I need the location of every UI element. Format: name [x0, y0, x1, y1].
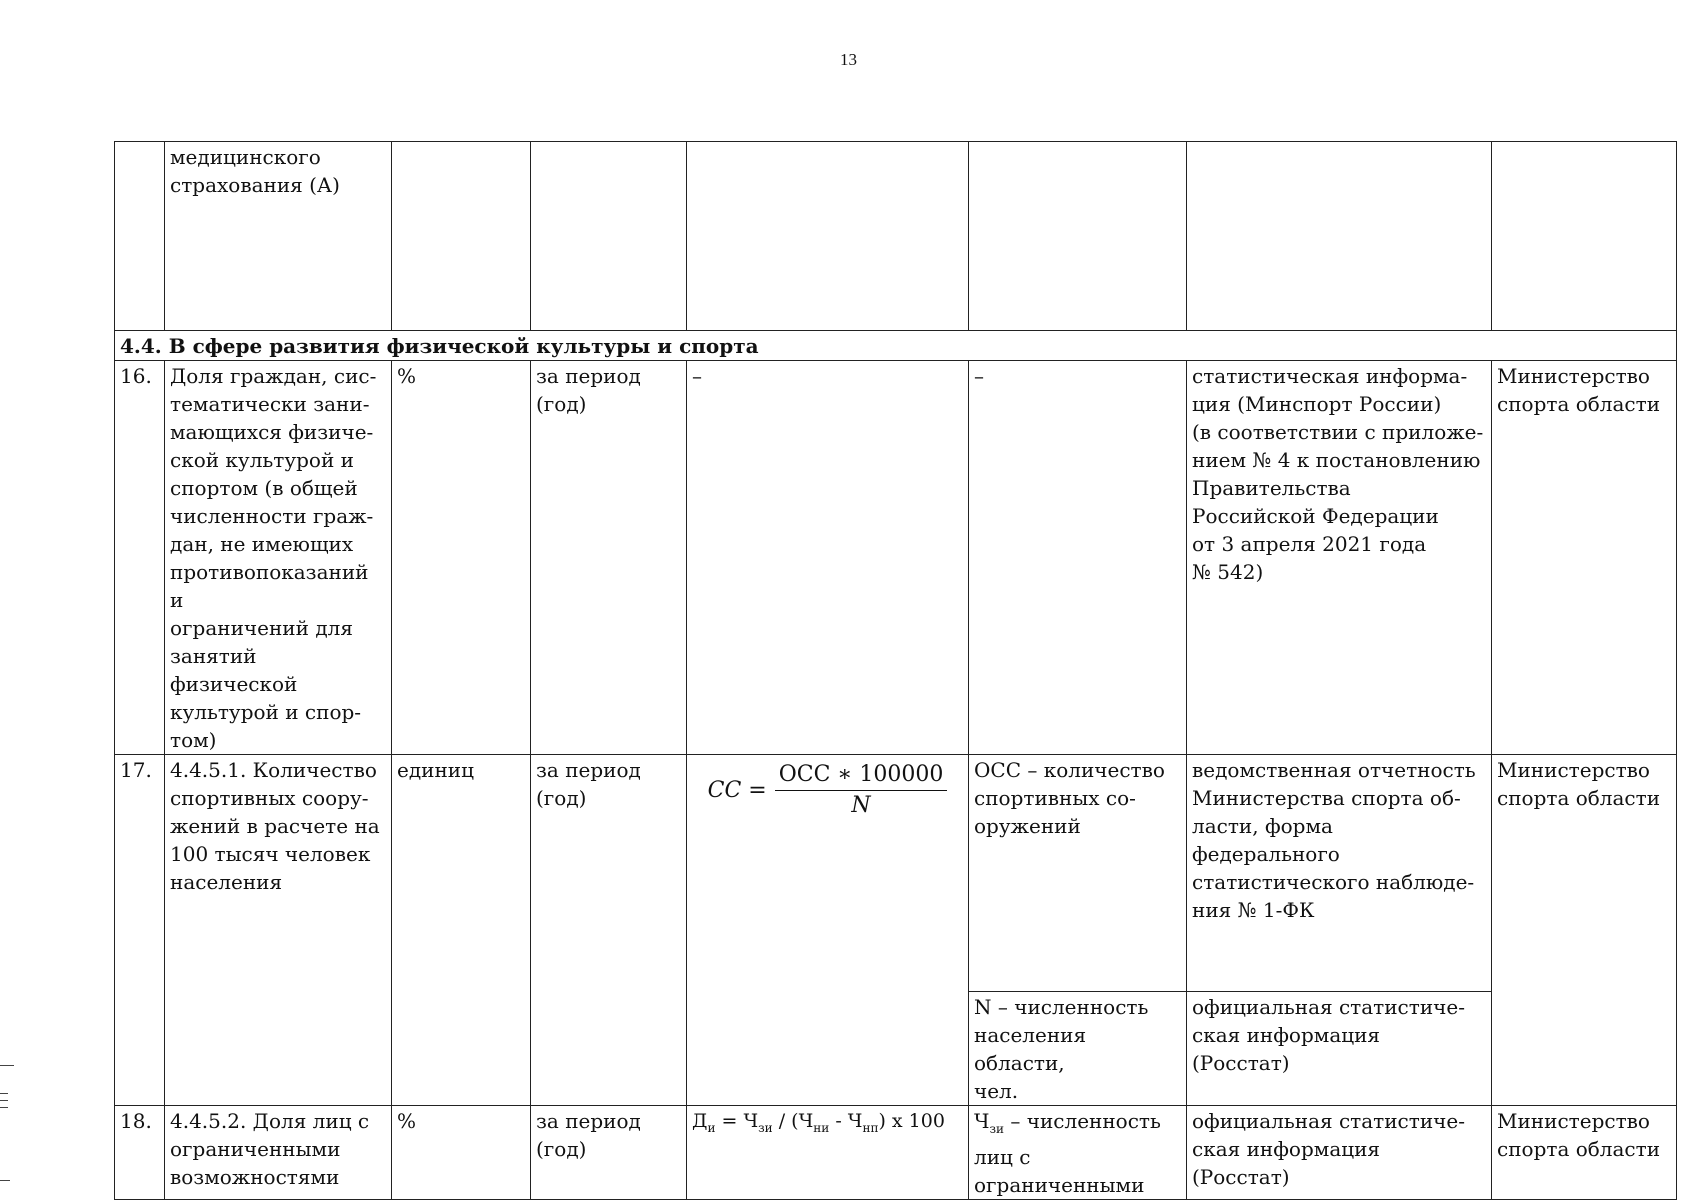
- variables: N – численность населения области, чел.: [969, 992, 1187, 1106]
- table-row: [115, 1106, 1677, 1200]
- formula-lhs: CC =: [707, 777, 767, 803]
- formula-denominator: N: [851, 793, 871, 818]
- cell-unit: [392, 142, 531, 331]
- scan-mark: [0, 1180, 10, 1181]
- scan-mark: [0, 1093, 8, 1094]
- period: за период (год): [531, 755, 687, 1106]
- formula: –: [687, 361, 969, 755]
- variables: –: [969, 361, 1187, 755]
- table-row: [115, 142, 1677, 331]
- formula-fraction: [708, 760, 948, 821]
- scan-mark: [0, 1107, 8, 1108]
- row-number: 16.: [115, 361, 165, 755]
- indicators-table: [114, 141, 1677, 1200]
- indicator-name: 4.4.5.2. Доля лиц с ограниченными возможностями: [165, 1106, 392, 1200]
- unit: %: [392, 361, 531, 755]
- cell-vars: [969, 142, 1187, 331]
- formula-numerator: ОСС ∗ 100000: [775, 760, 948, 791]
- formula: $Д_и = Ч_{зи} / (Ч_{ни} - Ч_{нп})$ x 100: [687, 1106, 969, 1200]
- variables: ОСС – количество спортивных со- оружений: [969, 755, 1187, 992]
- data-source: ведомственная отчетность Министерства спорта об- ласти, форма федерального статистического наблюде- ния № 1-ФК: [1187, 755, 1492, 992]
- table-row: [115, 361, 1677, 755]
- row-number: 18.: [115, 1106, 165, 1200]
- cell-formula: [687, 142, 969, 331]
- table-row: [115, 755, 1677, 992]
- cell-period: [531, 142, 687, 331]
- variables: $Ч_{зи}$ – численность лиц с ограниченными: [969, 1106, 1187, 1200]
- scan-mark: [0, 1100, 8, 1101]
- responsible: Министерство спорта области: [1492, 1106, 1677, 1200]
- responsible: Министерство спорта области: [1492, 755, 1677, 1106]
- scan-mark: [0, 1065, 14, 1066]
- data-source: статистическая информа- ция (Минспорт России) (в соответствии с приложе- нием № 4 к постановлению Правительства Российской Федерации от 3 апреля 2021 года № 542): [1187, 361, 1492, 755]
- unit: единиц: [392, 755, 531, 1106]
- data-source: официальная статистиче- ская информация (Росстат): [1187, 1106, 1492, 1200]
- cell-num: [115, 142, 165, 331]
- row-number: 17.: [115, 755, 165, 1106]
- indicator-name: Доля граждан, сис- тематически зани- мающихся физиче- ской культурой и спортом (в общей численности граж- дан, не имеющих противопоказаний и ограничений для занятий физической культурой и спор- том): [165, 361, 392, 755]
- cell-source: [1187, 142, 1492, 331]
- page-number: 13: [840, 50, 857, 69]
- period: за период (год): [531, 361, 687, 755]
- period: за период (год): [531, 1106, 687, 1200]
- cell-resp: [1492, 142, 1677, 331]
- cell-name: медицинского страхования (А): [165, 142, 392, 331]
- indicator-name: 4.4.5.1. Количество спортивных соору- жений в расчете на 100 тысяч человек населения: [165, 755, 392, 1106]
- unit: %: [392, 1106, 531, 1200]
- section-title: 4.4. В сфере развития физической культуры и спорта: [115, 331, 1677, 361]
- section-row: [115, 331, 1677, 361]
- responsible: Министерство спорта области: [1492, 361, 1677, 755]
- data-source: официальная статистиче- ская информация (Росстат): [1187, 992, 1492, 1106]
- formula: [687, 755, 969, 1106]
